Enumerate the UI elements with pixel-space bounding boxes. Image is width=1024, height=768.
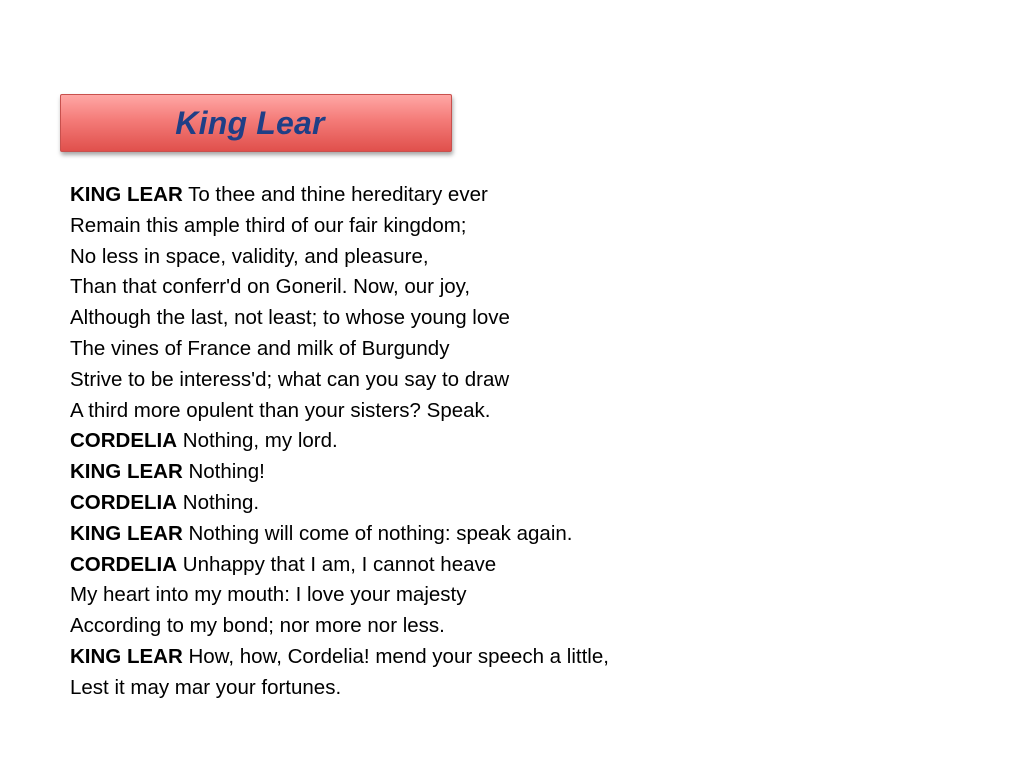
speaker-name: KING LEAR <box>70 521 183 545</box>
verse-block <box>70 180 970 704</box>
speaker-name: CORDELIA <box>70 552 178 576</box>
line-text: Strive to be interess'd; what can you say to draw <box>70 367 510 391</box>
verse-line <box>70 242 970 273</box>
line-text: No less in space, validity, and pleasure, <box>70 244 429 268</box>
line-text: My heart into my mouth: I love your majesty <box>70 583 467 607</box>
verse-line <box>70 642 970 673</box>
verse-line <box>70 334 970 365</box>
title-banner <box>60 94 452 152</box>
line-text: Nothing! <box>182 460 265 484</box>
slide-title: King Lear <box>175 104 325 141</box>
speaker-name: KING LEAR <box>70 644 183 668</box>
line-text: Nothing. <box>177 490 260 514</box>
verse-line <box>70 180 970 211</box>
verse-line <box>70 272 970 303</box>
speaker-name: CORDELIA <box>70 429 178 453</box>
verse-line <box>70 426 970 457</box>
line-text: Remain this ample third of our fair kingdom; <box>70 213 467 237</box>
verse-line <box>70 211 970 242</box>
line-text: To thee and thine hereditary ever <box>182 183 488 206</box>
speaker-name: CORDELIA <box>70 490 178 514</box>
line-text: According to my bond; nor more nor less. <box>70 614 445 638</box>
line-text: Nothing will come of nothing: speak again. <box>182 521 573 545</box>
line-text: Although the last, not least; to whose young love <box>70 306 510 330</box>
line-text: Nothing, my lord. <box>177 429 338 453</box>
verse-line <box>70 488 970 519</box>
verse-line <box>70 457 970 488</box>
speaker-name: KING LEAR <box>70 183 183 206</box>
verse-line <box>70 673 970 704</box>
line-text: Unhappy that I am, I cannot heave <box>177 552 497 576</box>
line-text: Than that conferr'd on Goneril. Now, our joy, <box>70 275 471 299</box>
verse-line <box>70 365 970 396</box>
line-text: How, how, Cordelia! mend your speech a little, <box>182 644 609 668</box>
line-text: A third more opulent than your sisters? Speak. <box>70 398 491 422</box>
line-text: The vines of France and milk of Burgundy <box>70 336 450 360</box>
line-text: Lest it may mar your fortunes. <box>70 675 342 699</box>
verse-line <box>70 550 970 581</box>
verse-line <box>70 519 970 550</box>
speaker-name: KING LEAR <box>70 460 183 484</box>
verse-line <box>70 611 970 642</box>
verse-line <box>70 580 970 611</box>
verse-line <box>70 303 970 334</box>
verse-line <box>70 396 970 427</box>
